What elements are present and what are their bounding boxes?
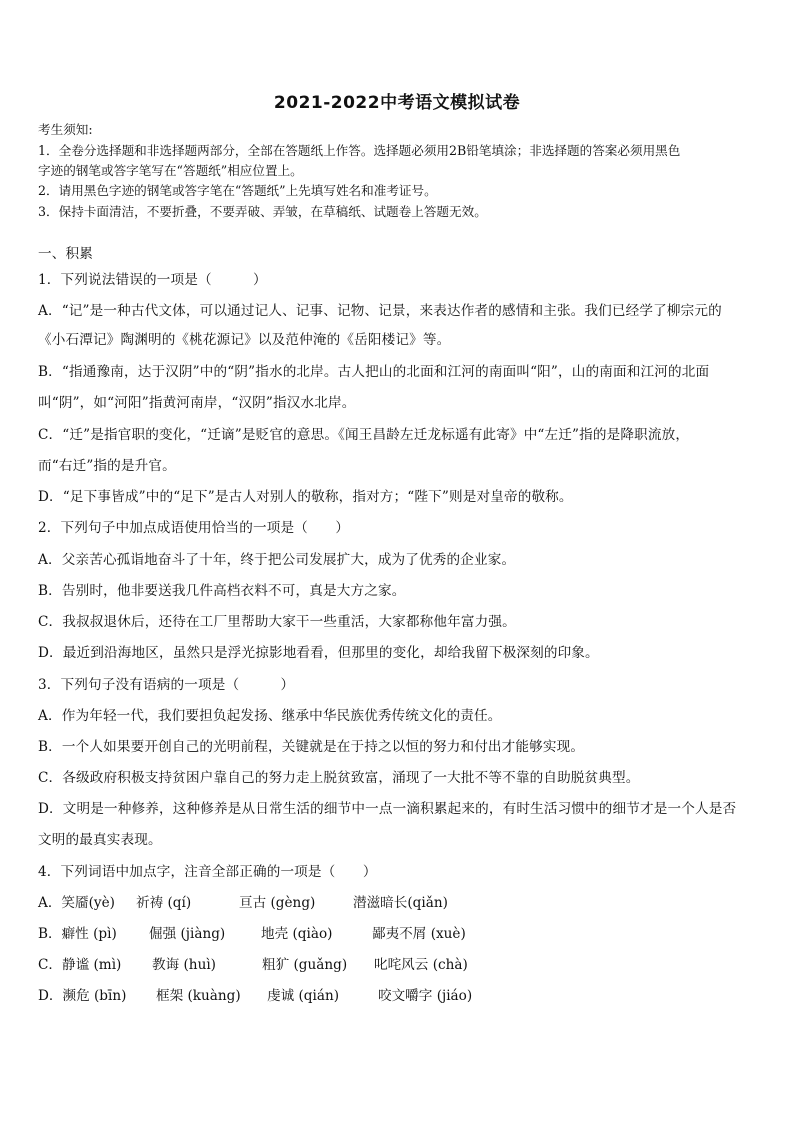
question-4-option-d-word: 框架 (kuàng) bbox=[156, 988, 241, 1004]
notice-heading: 考生须知: bbox=[38, 122, 93, 137]
question-1-option-d: D．“足下事皆成”中的“足下”是古人对别人的敬称，指对方；“陛下”则是对皇帝的敬称。 bbox=[38, 489, 573, 505]
question-1-option-a: A．“记”是一种古代文体，可以通过记人、记事、记物、记景，来表达作者的感情和主张。我们已经学了柳宗元的 bbox=[38, 303, 722, 319]
question-4-option-c-word: 教诲 (huì) bbox=[152, 957, 216, 973]
question-4-option-b-word: 倔强 (jiàng) bbox=[149, 926, 226, 942]
question-2-stem: 2．下列句子中加点成语使用恰当的一项是（ ） bbox=[38, 520, 350, 536]
notice-line: 1．全卷分选择题和非选择题两部分，全部在答题纸上作答。选择题必须用2B铅笔填涂；非选择题的答案必须用黑色 bbox=[38, 143, 681, 158]
question-1-option-b-cont: 叫“阴”，如“河阳”指黄河南岸，“汉阴”指汉水北岸。 bbox=[38, 395, 356, 411]
question-4-option-d-word: 虔诚 (qián) bbox=[267, 988, 340, 1004]
question-3-option-d-cont: 文明的最真实表现。 bbox=[38, 832, 162, 848]
question-2-option-d: D．最近到沿海地区，虽然只是浮光掠影地看看，但那里的变化，却给我留下极深刻的印象。 bbox=[38, 645, 599, 661]
question-1-option-b: B．“指通豫南，达于汉阴”中的“阴”指水的北岸。古人把山的北面和江河的南面叫“阳”，山的南面和江河的北面 bbox=[38, 364, 710, 380]
question-4-option-d-word: D．濒危 (bīn) bbox=[38, 988, 127, 1004]
notice-line: 字迹的钢笔或答字笔写在“答题纸”相应位置上。 bbox=[38, 163, 303, 178]
question-1-option-c: C．“迁”是指官职的变化，“迁谪”是贬官的意思。《闻王昌龄左迁龙标遥有此寄》中“左迁”指的是降职流放， bbox=[38, 427, 690, 443]
question-4-option-c-word: 叱咤风云 (chà) bbox=[374, 957, 468, 973]
notice-line: 2．请用黑色字迹的钢笔或答字笔在“答题纸”上先填写姓名和准考证号。 bbox=[38, 183, 437, 198]
question-4-option-d-word: 咬文嚼字 (jiáo) bbox=[378, 988, 473, 1004]
question-3-option-b: B．一个人如果要开创自己的光明前程，关键就是在于持之以恒的努力和付出才能够实现。 bbox=[38, 739, 585, 755]
question-2-option-b: B．告别时，他非要送我几件高档衣料不可，真是大方之家。 bbox=[38, 583, 406, 599]
question-4-option-b-word: B．癖性 (pì) bbox=[38, 926, 117, 942]
question-4-option-c-word: 粗犷 (guǎng) bbox=[262, 957, 348, 973]
question-2-option-a: A．父亲苦心孤诣地奋斗了十年，终于把公司发展扩大，成为了优秀的企业家。 bbox=[38, 552, 516, 568]
question-4-option-b-word: 地壳 (qiào) bbox=[261, 926, 333, 942]
question-3-option-c: C．各级政府积极支持贫困户靠自己的努力走上脱贫致富，涌现了一大批不等不靠的自助脱贫典型。 bbox=[38, 770, 640, 786]
question-4-option-a-word: 祈祷 (qí) bbox=[136, 895, 192, 911]
question-4-option-a-word: 亘古 (gèng) bbox=[239, 895, 316, 911]
question-4-option-a-word: 潜滋暗长(qiǎn) bbox=[353, 895, 448, 911]
question-3-option-a: A．作为年轻一代，我们要担负起发扬、继承中华民族优秀传统文化的责任。 bbox=[38, 708, 502, 724]
question-1-option-c-cont: 而“右迁”指的是升官。 bbox=[38, 458, 176, 474]
exam-title: 2021-2022中考语文模拟试卷 bbox=[273, 93, 521, 113]
question-3-stem: 3．下列句子没有语病的一项是（ ） bbox=[38, 677, 295, 693]
question-4-option-c-word: C．静谧 (mì) bbox=[38, 957, 122, 973]
notice-line: 3．保持卡面清洁，不要折叠，不要弄破、弄皱，在草稿纸、试题卷上答题无效。 bbox=[38, 204, 487, 219]
question-3-option-d: D．文明是一种修养，这种修养是从日常生活的细节中一点一滴积累起来的，有时生活习惯中的细节才是一个人是否 bbox=[38, 801, 737, 817]
question-2-option-c: C．我叔叔退休后，还待在工厂里帮助大家干一些重活，大家都称他年富力强。 bbox=[38, 614, 516, 630]
question-1-stem: 1．下列说法错误的一项是（ ） bbox=[38, 272, 267, 288]
question-4-stem: 4．下列词语中加点字，注音全部正确的一项是（ ） bbox=[38, 864, 377, 880]
section-heading: 一、积累 bbox=[38, 246, 93, 262]
question-4-option-b-word: 鄙夷不屑 (xuè) bbox=[372, 926, 466, 942]
question-1-option-a-cont: 《小石潭记》陶渊明的《桃花源记》以及范仲淹的《岳阳楼记》等。 bbox=[38, 332, 451, 348]
question-4-option-a-word: A．笑靥(yè) bbox=[38, 895, 115, 911]
